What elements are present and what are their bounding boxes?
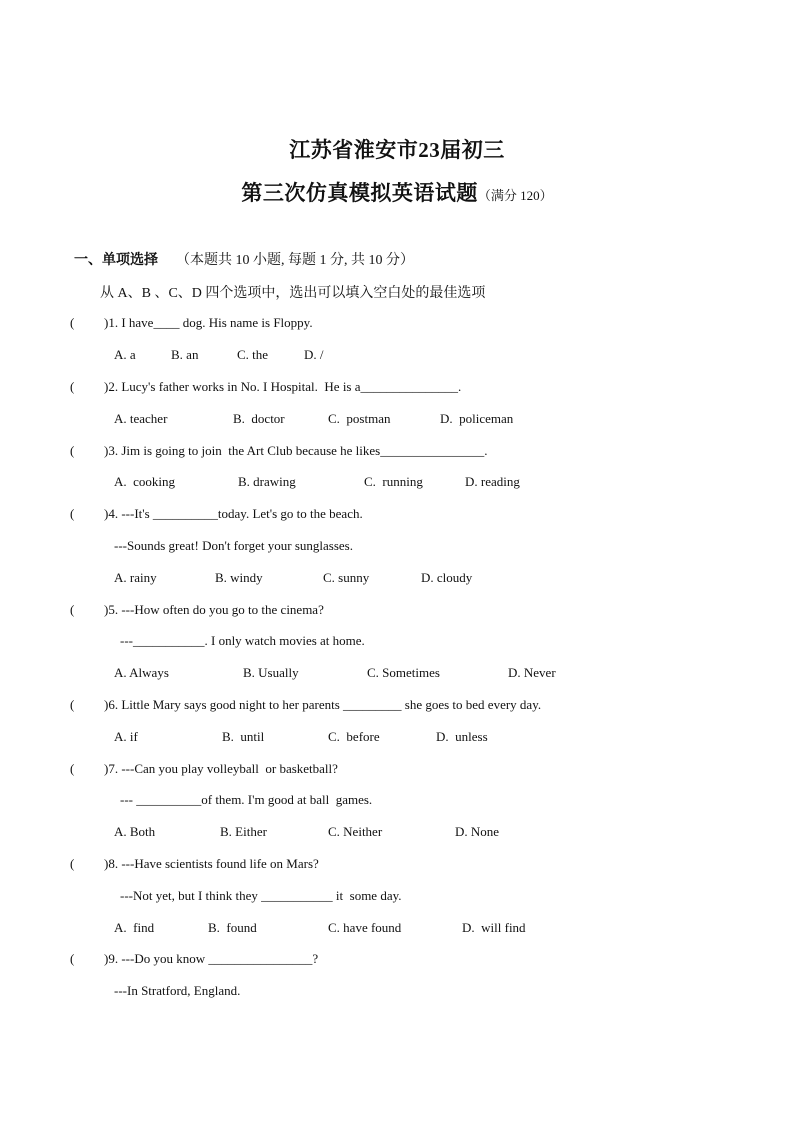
option-c: C. running: [364, 474, 423, 489]
full-score-note: （满分 120）: [477, 188, 553, 203]
section-name: 一、单项选择: [74, 253, 158, 268]
question-8: [70, 856, 319, 872]
option-b: B. drawing: [238, 474, 296, 489]
section-heading: [74, 249, 414, 269]
option-d: D. /: [304, 347, 324, 362]
option-b: B. found: [208, 920, 257, 935]
dialogue-line: --- __________of them. I'm good at ball games.: [120, 792, 373, 807]
option-b: B. doctor: [233, 411, 285, 426]
option-a: A. teacher: [114, 411, 168, 426]
question-5: [70, 602, 324, 618]
option-d: D. Never: [508, 665, 556, 680]
option-b: B. windy: [215, 570, 263, 585]
option-a: A. a: [114, 347, 136, 362]
option-a: A. Always: [114, 665, 169, 680]
exam-title-text: 第三次仿真模拟英语试题: [241, 181, 478, 205]
question-1: [70, 315, 313, 331]
question-stem: )3. Jim is going to join the Art Club because he likes________________.: [104, 443, 488, 458]
option-d: D. unless: [436, 729, 488, 744]
answer-paren: (: [70, 602, 75, 617]
section-instruction: 从 A、B 、C、D 四个选项中，选出可以填入空白处的最佳选项: [100, 286, 486, 301]
question-stem: )2. Lucy's father works in No. I Hospital. He is a_______________.: [104, 379, 462, 394]
question-3: [70, 443, 487, 459]
option-a: A. if: [114, 729, 138, 744]
answer-paren: (: [70, 506, 75, 521]
question-4: [70, 506, 363, 522]
option-c: C. the: [237, 347, 269, 362]
answer-paren: (: [70, 443, 75, 458]
option-c: C. before: [328, 729, 380, 744]
dialogue-line: ---Not yet, but I think they ___________ it some day.: [120, 888, 402, 903]
answer-paren: (: [70, 761, 75, 776]
question-stem: )5. ---How often do you go to the cinema?: [104, 602, 324, 617]
option-b: B. until: [222, 729, 265, 744]
exam-title-line2: [0, 177, 794, 207]
option-a: A. cooking: [114, 474, 176, 489]
option-b: B. an: [171, 347, 199, 362]
option-c: C. have found: [328, 920, 402, 935]
option-c: C. sunny: [323, 570, 370, 585]
question-stem: )1. I have____ dog. His name is Floppy.: [104, 315, 313, 330]
option-d: D. cloudy: [421, 570, 473, 585]
option-d: D. None: [455, 824, 500, 839]
option-a: A. Both: [114, 824, 156, 839]
option-b: B. Usually: [243, 665, 299, 680]
option-d: D. policeman: [440, 411, 514, 426]
option-c: C. postman: [328, 411, 391, 426]
option-a: A. find: [114, 920, 155, 935]
dialogue-line: ---___________. I only watch movies at home.: [120, 633, 365, 648]
option-c: C. Sometimes: [367, 665, 440, 680]
exam-title-line1: 江苏省淮安市23届初三: [289, 138, 505, 162]
question-stem: )4. ---It's __________today. Let's go to the beach.: [104, 506, 363, 521]
answer-paren: (: [70, 379, 75, 394]
dialogue-line: ---Sounds great! Don't forget your sunglasses.: [114, 538, 353, 553]
question-stem: )6. Little Mary says good night to her parents _________ she goes to bed every day.: [104, 697, 542, 712]
answer-paren: (: [70, 315, 75, 330]
question-stem: )9. ---Do you know ________________?: [104, 951, 319, 966]
option-a: A. rainy: [114, 570, 157, 585]
answer-paren: (: [70, 697, 75, 712]
option-d: D. reading: [465, 474, 520, 489]
dialogue-line: ---In Stratford, England.: [114, 983, 241, 998]
answer-paren: (: [70, 951, 75, 966]
question-9: [70, 951, 318, 967]
option-b: B. Either: [220, 824, 267, 839]
answer-paren: (: [70, 856, 75, 871]
question-7: [70, 761, 338, 777]
option-d: D. will find: [462, 920, 526, 935]
question-6: [70, 697, 541, 713]
question-2: [70, 379, 461, 395]
option-c: C. Neither: [328, 824, 383, 839]
section-note: （本题共 10 小题, 每题 1 分, 共 10 分）: [176, 253, 414, 268]
question-stem: )7. ---Can you play volleyball or basketball?: [104, 761, 338, 776]
question-stem: )8. ---Have scientists found life on Mars?: [104, 856, 319, 871]
